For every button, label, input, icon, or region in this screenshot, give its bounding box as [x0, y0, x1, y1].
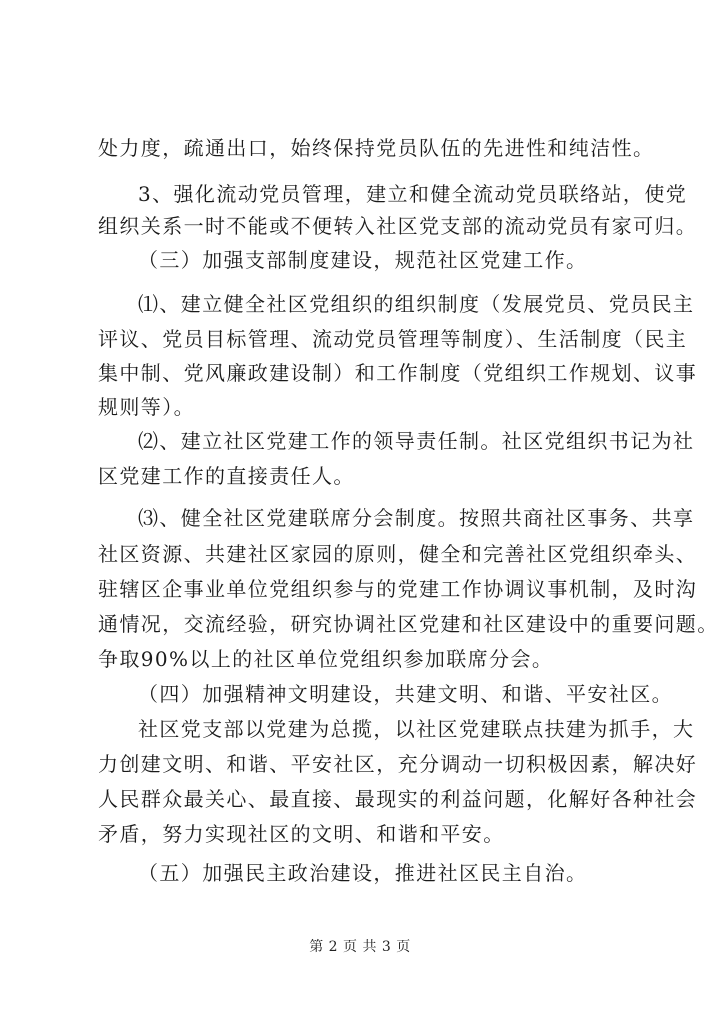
paragraph-line-7: 集中制、党风廉政建设制）和工作制度（党组织工作规划、议事 — [98, 361, 698, 385]
paragraph-line-12: 社区资源、共建社区家园的原则，健全和完善社区党组织牵头、 — [98, 542, 698, 566]
paragraph-line-2: 3、强化流动党员管理，建立和健全流动党员联络站，使党 — [138, 182, 688, 206]
paragraph-line-6: 评议、党员目标管理、流动党员管理等制度）、生活制度（民主 — [98, 327, 688, 351]
paragraph-line-1: 处力度，疏通出口，始终保持党员队伍的先进性和纯洁性。 — [98, 136, 655, 160]
section-heading-4: （四）加强精神文明建设，共建文明、和谐、平安社区。 — [138, 682, 673, 706]
paragraph-line-8: 规则等）。 — [98, 395, 195, 419]
paragraph-line-5: ⑴、建立健全社区党组织的组织制度（发展党员、党员民主 — [138, 292, 695, 316]
section-heading-3: （三）加强支部制度建设，规范社区党建工作。 — [138, 248, 588, 272]
paragraph-line-14: 通情况，交流经验，研究协调社区党建和社区建设中的重要问题。 — [98, 612, 719, 636]
paragraph-line-18: 力创建文明、和谐、平安社区，充分调动一切积极因素，解决好 — [98, 752, 698, 776]
paragraph-line-3: 组织关系一时不能或不便转入社区党支部的流动党员有家可归。 — [98, 214, 698, 238]
page-footer: 第 2 页 共 3 页 — [309, 939, 411, 955]
section-heading-5: （五）加强民主政治建设，推进社区民主自治。 — [138, 861, 588, 885]
paragraph-line-10: 区党建工作的直接责任人。 — [98, 464, 355, 488]
paragraph-line-13: 驻辖区企事业单位党组织参与的党建工作协调议事机制，及时沟 — [98, 577, 698, 601]
paragraph-line-17: 社区党支部以党建为总揽，以社区党建联点扶建为抓手，大 — [138, 717, 695, 741]
paragraph-line-9: ⑵、建立社区党建工作的领导责任制。社区党组织书记为社 — [138, 429, 695, 453]
paragraph-line-11: ⑶、健全社区党建联席分会制度。按照共商社区事务、共享 — [138, 506, 695, 530]
paragraph-line-15: 争取90%以上的社区单位党组织参加联席分会。 — [98, 647, 554, 671]
paragraph-line-19: 人民群众最关心、最直接、最现实的利益问题，化解好各种社会 — [98, 787, 698, 811]
paragraph-line-20: 矛盾，努力实现社区的文明、和谐和平安。 — [98, 822, 505, 846]
